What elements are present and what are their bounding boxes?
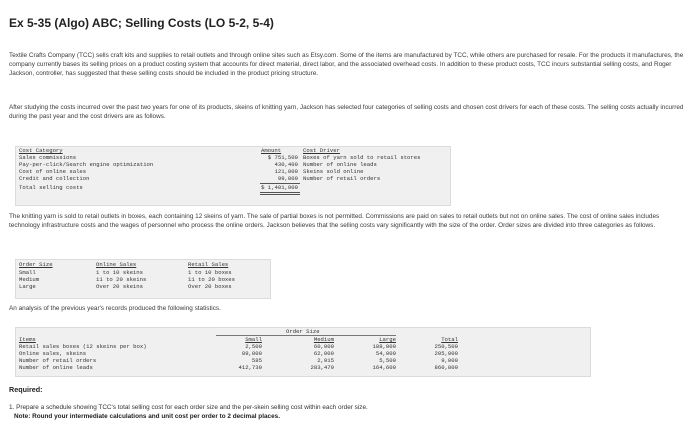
cost-driver-cell: Number of retail orders [303,175,381,182]
cost-study-paragraph: After studying the costs incurred over the past two years for one of its products, skeins of knitting yarn, Jackson has selected four categories of selling costs and chosen cost drivers for each of these costs. The selling costs actually incurred during the past year and the cost drivers are as follows. [9,104,684,120]
cost-category-cell: Sales commissions [19,154,77,161]
order-size-cell: Large [19,283,36,290]
group-header-order-size: Order Size [286,328,320,335]
required-heading: Required: [9,385,43,394]
amount-cell: 121,000 [274,168,298,175]
group-header-rule [216,335,396,336]
page-title: Ex 5-35 (Algo) ABC; Selling Costs (LO 5-2, 5-4) [9,16,274,30]
total-category-cell: Total selling costs [19,184,83,191]
medium-cell: 283,470 [310,364,334,371]
col-header-cost-driver: Cost Driver [303,147,340,154]
col-header-order-size: Order Size [19,261,53,268]
large-cell: 54,000 [375,350,396,357]
intro-paragraph: Textile Crafts Company (TCC) sells craft kits and supplies to retail outlets and through online sites such as Etsy.com. Some of the items are manufactured by TCC, while others are purchased for resale. For the products it manufactures, the company currently bases its selling prices on a product costing system that accounts for direct material, direct labor, and the associated overhead costs. In addition to these product costs, TCC incurs substantial selling costs, and Roger Jackson, controller, has suggested that these selling costs should be included in the product pricing structure. [9,52,684,77]
statistics-paragraph: An analysis of the previous year's records produced the following statistics. [9,305,221,312]
col-header-total: Total [441,336,458,343]
required-item-1: 1. Prepare a schedule showing TCC's total selling cost for each order size and the per-skein selling cost within each order size. [9,404,368,411]
selling-costs-table [15,146,451,206]
amount-cell: 430,400 [274,161,298,168]
medium-cell: 60,000 [313,343,334,350]
retail-range-cell: 11 to 20 boxes [188,276,235,283]
amount-cell: 99,000 [277,175,298,182]
medium-cell: 62,000 [313,350,334,357]
order-size-paragraph: The knitting yarn is sold to retail outlets in boxes, each containing 12 skeins of yarn. The sale of partial boxes is not permitted. Commissions are paid on sales to retail outlets but not on online sales. The cost of online sales includes technology infrastructure costs and the wages of personnel who process the online orders. Jackson believes that the selling costs vary significantly with the size of the order. Order sizes are divided into three categories as follows. [9,213,660,229]
col-header-items: Items [19,336,36,343]
rounding-note: Note: Round your intermediate calculations and unit cost per order to 2 decimal places. [14,413,280,420]
col-header-medium: Medium [313,336,334,343]
item-cell: Number of retail orders [19,357,97,364]
total-rule [260,192,300,193]
order-size-table [15,259,271,299]
col-header-large: Large [379,336,396,343]
small-cell: 2,500 [245,343,262,350]
col-header-amount: Amount [261,147,282,154]
col-header-small: Small [245,336,262,343]
large-cell: 188,000 [372,343,396,350]
col-header-cost-category: Cost Category [19,147,63,154]
online-range-cell: 1 to 10 skeins [96,269,143,276]
retail-range-cell: 1 to 10 boxes [188,269,232,276]
col-header-retail-sales: Retail Sales [188,261,229,268]
order-size-cell: Small [19,269,36,276]
total-cell: 250,500 [434,343,458,350]
item-cell: Online sales, skeins [19,350,87,357]
retail-range-cell: Over 20 boxes [188,283,232,290]
total-cell: 860,800 [434,364,458,371]
total-cell: 205,000 [434,350,458,357]
total-cell: 9,000 [441,357,458,364]
large-cell: 164,600 [372,364,396,371]
cost-driver-cell: Skeins sold online [303,168,364,175]
item-cell: Number of online leads [19,364,93,371]
cost-category-cell: Cost of online sales [19,168,87,175]
amount-cell: $ 751,500 [267,154,298,161]
small-cell: 412,730 [238,364,262,371]
order-size-cell: Medium [19,276,40,283]
cost-category-cell: Pay-per-click/Search engine optimization [19,161,154,168]
large-cell: 5,500 [379,357,396,364]
order-statistics-table [15,327,591,377]
total-double-rule [260,194,300,195]
cost-category-cell: Credit and collection [19,175,90,182]
cost-driver-cell: Boxes of yarn sold to retail stores [303,154,421,161]
medium-cell: 2,915 [317,357,334,364]
small-cell: 89,000 [241,350,262,357]
col-header-online-sales: Online Sales [96,261,137,268]
cost-driver-cell: Number of online leads [303,161,377,168]
total-amount-cell: $ 1,401,900 [261,184,298,191]
small-cell: 585 [251,357,262,364]
online-range-cell: 11 to 20 skeins [96,276,147,283]
item-cell: Retail sales boxes (12 skeins per box) [19,343,147,350]
online-range-cell: Over 20 skeins [96,283,143,290]
